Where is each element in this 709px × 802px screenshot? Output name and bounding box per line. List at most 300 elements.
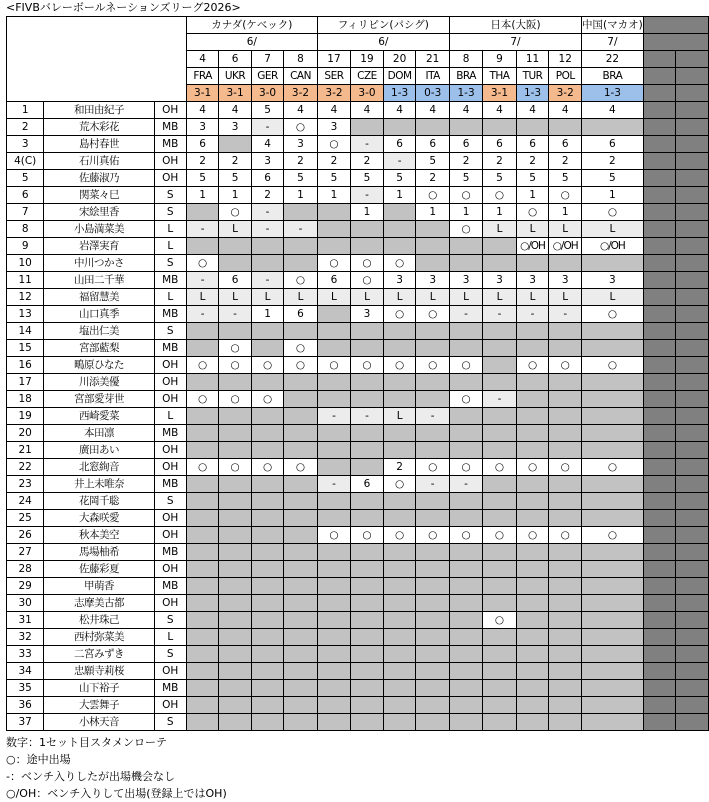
match-cell xyxy=(416,340,449,357)
match-cell: 2 xyxy=(449,153,482,170)
match-cell: ○ xyxy=(284,357,317,374)
match-cell: 3 xyxy=(582,272,644,289)
empty-cell xyxy=(676,459,709,476)
match-cell: ○ xyxy=(351,357,384,374)
table-row xyxy=(7,408,709,425)
match-cell: 4 xyxy=(449,102,482,119)
match-cell: - xyxy=(251,119,283,136)
match-cell xyxy=(383,493,416,510)
day-header: 21 xyxy=(416,51,449,68)
day-header: 11 xyxy=(516,51,549,68)
match-cell xyxy=(449,578,482,595)
match-cell xyxy=(317,544,350,561)
player-position: S xyxy=(154,612,186,629)
player-position: MB xyxy=(154,680,186,697)
player-number: 22 xyxy=(7,459,44,476)
table-row xyxy=(7,391,709,408)
match-cell: 5 xyxy=(383,170,416,187)
player-number: 25 xyxy=(7,510,44,527)
table-row xyxy=(7,714,709,731)
match-cell: ○ xyxy=(284,119,317,136)
match-cell xyxy=(582,391,644,408)
match-cell: - xyxy=(416,408,449,425)
match-cell xyxy=(582,510,644,527)
match-cell xyxy=(449,544,482,561)
empty-cell xyxy=(676,476,709,493)
match-cell xyxy=(317,221,350,238)
player-number: 37 xyxy=(7,714,44,731)
match-cell xyxy=(549,646,582,663)
player-position: S xyxy=(154,187,186,204)
match-cell xyxy=(483,663,516,680)
player-number: 36 xyxy=(7,697,44,714)
match-cell: ○ xyxy=(186,459,218,476)
match-cell xyxy=(317,459,350,476)
match-cell xyxy=(351,510,384,527)
empty-cell xyxy=(643,408,676,425)
empty-cell xyxy=(643,85,676,102)
player-number: 28 xyxy=(7,561,44,578)
match-cell xyxy=(251,578,283,595)
match-cell xyxy=(516,425,549,442)
match-cell xyxy=(251,680,283,697)
match-cell: 1 xyxy=(383,187,416,204)
match-cell xyxy=(483,561,516,578)
player-name: 鴫原ひなた xyxy=(44,357,154,374)
match-cell xyxy=(582,255,644,272)
month-header: 6/ xyxy=(186,34,317,51)
match-cell: ○ xyxy=(483,527,516,544)
match-cell xyxy=(317,238,350,255)
empty-cell xyxy=(643,306,676,323)
match-cell: 5 xyxy=(516,170,549,187)
player-name: 宮部藍梨 xyxy=(44,340,154,357)
match-cell: 2 xyxy=(483,153,516,170)
player-position: L xyxy=(154,408,186,425)
empty-cell xyxy=(676,238,709,255)
match-cell xyxy=(449,595,482,612)
match-cell xyxy=(449,119,482,136)
player-name: 福留慧美 xyxy=(44,289,154,306)
match-cell xyxy=(582,119,644,136)
match-cell xyxy=(516,323,549,340)
match-cell: 2 xyxy=(317,153,350,170)
match-cell: ○ xyxy=(383,476,416,493)
match-cell xyxy=(582,476,644,493)
match-cell xyxy=(582,374,644,391)
player-name: 花岡千聡 xyxy=(44,493,154,510)
match-cell: ○ xyxy=(582,306,644,323)
match-cell: L xyxy=(516,289,549,306)
player-number: 26 xyxy=(7,527,44,544)
match-cell: 4 xyxy=(549,102,582,119)
match-cell xyxy=(483,544,516,561)
match-cell xyxy=(186,527,218,544)
match-cell: 6 xyxy=(549,136,582,153)
empty-cell xyxy=(643,476,676,493)
empty-cell xyxy=(676,374,709,391)
match-cell xyxy=(317,425,350,442)
match-cell xyxy=(483,442,516,459)
empty-cell xyxy=(643,680,676,697)
match-cell: ○ xyxy=(549,357,582,374)
header-blank xyxy=(7,17,187,102)
opponent-header: SER xyxy=(317,68,350,85)
table-row xyxy=(7,374,709,391)
match-cell: L xyxy=(317,289,350,306)
match-cell xyxy=(383,714,416,731)
roster-table xyxy=(6,16,709,731)
match-cell xyxy=(351,561,384,578)
match-cell xyxy=(383,323,416,340)
match-cell xyxy=(219,612,251,629)
result-cell: 3-1 xyxy=(219,85,251,102)
match-cell: ○ xyxy=(483,612,516,629)
empty-cell xyxy=(676,119,709,136)
match-cell: ○ xyxy=(549,187,582,204)
day-header: 22 xyxy=(582,51,644,68)
empty-cell xyxy=(643,697,676,714)
match-cell xyxy=(186,374,218,391)
match-cell: L xyxy=(186,289,218,306)
player-position: L xyxy=(154,629,186,646)
match-cell xyxy=(549,255,582,272)
match-cell xyxy=(516,578,549,595)
player-name: 井上未唯奈 xyxy=(44,476,154,493)
player-name: 岩澤実育 xyxy=(44,238,154,255)
empty-cell xyxy=(676,272,709,289)
result-cell: 3-1 xyxy=(186,85,218,102)
day-header: 8 xyxy=(449,51,482,68)
empty-cell xyxy=(676,391,709,408)
match-cell xyxy=(284,374,317,391)
player-position: MB xyxy=(154,425,186,442)
match-cell xyxy=(219,714,251,731)
match-cell xyxy=(416,629,449,646)
match-cell xyxy=(516,629,549,646)
match-cell xyxy=(317,612,350,629)
match-cell: L xyxy=(582,221,644,238)
match-cell: 2 xyxy=(383,459,416,476)
match-cell xyxy=(416,697,449,714)
match-cell xyxy=(351,697,384,714)
match-cell: ○ xyxy=(483,187,516,204)
player-number: 18 xyxy=(7,391,44,408)
match-cell xyxy=(383,544,416,561)
match-cell xyxy=(582,646,644,663)
match-cell xyxy=(351,119,384,136)
match-cell: 3 xyxy=(186,119,218,136)
match-cell: ○ xyxy=(516,357,549,374)
player-name: 佐藤淑乃 xyxy=(44,170,154,187)
match-cell xyxy=(582,425,644,442)
match-cell xyxy=(416,391,449,408)
empty-cell xyxy=(676,612,709,629)
match-cell xyxy=(549,544,582,561)
match-cell xyxy=(449,255,482,272)
match-cell: - xyxy=(549,306,582,323)
table-row xyxy=(7,153,709,170)
empty-cell xyxy=(676,408,709,425)
match-cell: L xyxy=(383,289,416,306)
empty-cell xyxy=(676,527,709,544)
match-cell: - xyxy=(251,272,283,289)
match-cell: 5 xyxy=(483,170,516,187)
match-cell xyxy=(549,510,582,527)
table-row xyxy=(7,119,709,136)
match-cell xyxy=(284,544,317,561)
match-cell: 6 xyxy=(416,136,449,153)
table-row xyxy=(7,272,709,289)
match-cell xyxy=(251,476,283,493)
empty-cell xyxy=(643,510,676,527)
match-cell xyxy=(186,476,218,493)
match-cell: 5 xyxy=(351,170,384,187)
match-cell xyxy=(483,646,516,663)
player-name: 秋本美空 xyxy=(44,527,154,544)
match-cell: ○ xyxy=(219,459,251,476)
match-cell xyxy=(416,255,449,272)
player-position: MB xyxy=(154,136,186,153)
table-row xyxy=(7,102,709,119)
match-cell xyxy=(416,221,449,238)
player-name: 宮部愛芽世 xyxy=(44,391,154,408)
player-name: 甲萌香 xyxy=(44,578,154,595)
day-header: 9 xyxy=(483,51,516,68)
match-cell: 5 xyxy=(186,170,218,187)
match-cell xyxy=(549,612,582,629)
match-cell xyxy=(416,612,449,629)
match-cell: - xyxy=(483,306,516,323)
player-position: S xyxy=(154,714,186,731)
match-cell xyxy=(383,646,416,663)
opponent-header: POL xyxy=(549,68,582,85)
match-cell xyxy=(516,493,549,510)
match-cell xyxy=(186,612,218,629)
match-cell xyxy=(416,578,449,595)
match-cell xyxy=(317,493,350,510)
empty-cell xyxy=(676,187,709,204)
empty-cell xyxy=(643,714,676,731)
player-number: 21 xyxy=(7,442,44,459)
match-cell xyxy=(219,561,251,578)
player-name: 石川真佑 xyxy=(44,153,154,170)
match-cell xyxy=(219,697,251,714)
match-cell: ○ xyxy=(449,357,482,374)
match-cell: 6 xyxy=(186,136,218,153)
result-cell: 1-3 xyxy=(582,85,644,102)
match-cell: 4 xyxy=(317,102,350,119)
match-cell xyxy=(186,340,218,357)
match-cell xyxy=(516,714,549,731)
player-position: OH xyxy=(154,391,186,408)
empty-cell xyxy=(676,680,709,697)
empty-cell xyxy=(643,153,676,170)
opponent-header: CZE xyxy=(351,68,384,85)
match-cell xyxy=(351,578,384,595)
match-cell: L xyxy=(582,289,644,306)
match-cell xyxy=(449,323,482,340)
match-cell: 6 xyxy=(351,476,384,493)
match-cell xyxy=(284,238,317,255)
match-cell xyxy=(284,629,317,646)
match-cell xyxy=(449,374,482,391)
venue-header: フィリピン(パシグ) xyxy=(317,17,449,34)
match-cell xyxy=(549,408,582,425)
result-cell: 1-3 xyxy=(449,85,482,102)
match-cell xyxy=(251,255,283,272)
result-cell: 3-1 xyxy=(483,85,516,102)
empty-cell xyxy=(676,357,709,374)
match-cell xyxy=(351,714,384,731)
table-row xyxy=(7,357,709,374)
match-cell xyxy=(317,442,350,459)
empty-cell xyxy=(676,510,709,527)
match-cell xyxy=(351,595,384,612)
match-cell xyxy=(483,408,516,425)
match-cell xyxy=(582,323,644,340)
match-cell xyxy=(516,697,549,714)
table-row xyxy=(7,255,709,272)
player-position: S xyxy=(154,493,186,510)
table-row xyxy=(7,442,709,459)
match-cell xyxy=(284,663,317,680)
match-cell xyxy=(186,493,218,510)
empty-cell xyxy=(643,425,676,442)
match-cell: ○ xyxy=(251,391,283,408)
empty-cell xyxy=(643,221,676,238)
player-position: S xyxy=(154,323,186,340)
player-number: 6 xyxy=(7,187,44,204)
opponent-header: THA xyxy=(483,68,516,85)
match-cell: 6 xyxy=(317,272,350,289)
match-cell xyxy=(582,408,644,425)
match-cell: ○ xyxy=(317,255,350,272)
match-cell: 2 xyxy=(219,153,251,170)
match-cell xyxy=(351,680,384,697)
match-cell xyxy=(549,374,582,391)
empty-cell xyxy=(643,119,676,136)
match-cell xyxy=(383,221,416,238)
match-cell xyxy=(284,595,317,612)
match-cell xyxy=(516,374,549,391)
table-row xyxy=(7,544,709,561)
match-cell: ○/OH xyxy=(549,238,582,255)
match-cell xyxy=(416,714,449,731)
match-cell xyxy=(186,646,218,663)
player-name: 松井珠己 xyxy=(44,612,154,629)
player-number: 30 xyxy=(7,595,44,612)
match-cell xyxy=(284,493,317,510)
match-cell xyxy=(186,663,218,680)
empty-cell xyxy=(643,34,708,51)
match-cell xyxy=(219,646,251,663)
match-cell: ○ xyxy=(186,357,218,374)
empty-cell xyxy=(676,442,709,459)
match-cell xyxy=(284,612,317,629)
match-cell xyxy=(251,544,283,561)
match-cell: ○ xyxy=(549,527,582,544)
table-row xyxy=(7,629,709,646)
match-cell xyxy=(251,663,283,680)
empty-cell xyxy=(676,697,709,714)
match-cell xyxy=(549,595,582,612)
player-name: 山下裕子 xyxy=(44,680,154,697)
match-cell xyxy=(449,493,482,510)
opponent-header: TUR xyxy=(516,68,549,85)
match-cell xyxy=(483,476,516,493)
player-position: OH xyxy=(154,170,186,187)
empty-cell xyxy=(676,221,709,238)
match-cell: 2 xyxy=(351,153,384,170)
match-cell: 6 xyxy=(251,170,283,187)
match-cell: 6 xyxy=(516,136,549,153)
match-cell xyxy=(483,357,516,374)
result-cell: 1-3 xyxy=(383,85,416,102)
empty-cell xyxy=(643,187,676,204)
player-position: S xyxy=(154,204,186,221)
match-cell xyxy=(219,544,251,561)
match-cell xyxy=(383,561,416,578)
match-cell xyxy=(549,391,582,408)
empty-cell xyxy=(676,340,709,357)
table-row xyxy=(7,476,709,493)
match-cell: 3 xyxy=(449,272,482,289)
match-cell xyxy=(549,442,582,459)
player-position: MB xyxy=(154,272,186,289)
match-cell: 6 xyxy=(582,136,644,153)
match-cell xyxy=(582,442,644,459)
match-cell xyxy=(483,374,516,391)
match-cell: 3 xyxy=(516,272,549,289)
table-row xyxy=(7,323,709,340)
match-cell: ○ xyxy=(449,187,482,204)
match-cell xyxy=(317,578,350,595)
venue-header: 日本(大阪) xyxy=(449,17,581,34)
player-name: 山口真季 xyxy=(44,306,154,323)
match-cell xyxy=(416,595,449,612)
match-cell xyxy=(483,595,516,612)
match-cell xyxy=(219,510,251,527)
empty-cell xyxy=(643,595,676,612)
empty-cell xyxy=(676,306,709,323)
match-cell xyxy=(449,646,482,663)
match-cell xyxy=(251,510,283,527)
match-cell xyxy=(351,391,384,408)
match-cell xyxy=(284,442,317,459)
opponent-header: BRA xyxy=(582,68,644,85)
player-number: 32 xyxy=(7,629,44,646)
match-cell: - xyxy=(483,391,516,408)
match-cell xyxy=(383,578,416,595)
match-cell xyxy=(582,680,644,697)
opponent-header: UKR xyxy=(219,68,251,85)
empty-cell xyxy=(643,663,676,680)
player-position: MB xyxy=(154,340,186,357)
match-cell xyxy=(186,578,218,595)
result-cell: 3-2 xyxy=(549,85,582,102)
player-number: 20 xyxy=(7,425,44,442)
match-cell xyxy=(219,476,251,493)
match-cell xyxy=(284,391,317,408)
match-cell xyxy=(351,629,384,646)
match-cell: ○ xyxy=(219,391,251,408)
player-name: 小島満菜美 xyxy=(44,221,154,238)
match-cell: ○ xyxy=(383,306,416,323)
match-cell: 1 xyxy=(351,204,384,221)
match-cell xyxy=(449,663,482,680)
player-position: OH xyxy=(154,153,186,170)
